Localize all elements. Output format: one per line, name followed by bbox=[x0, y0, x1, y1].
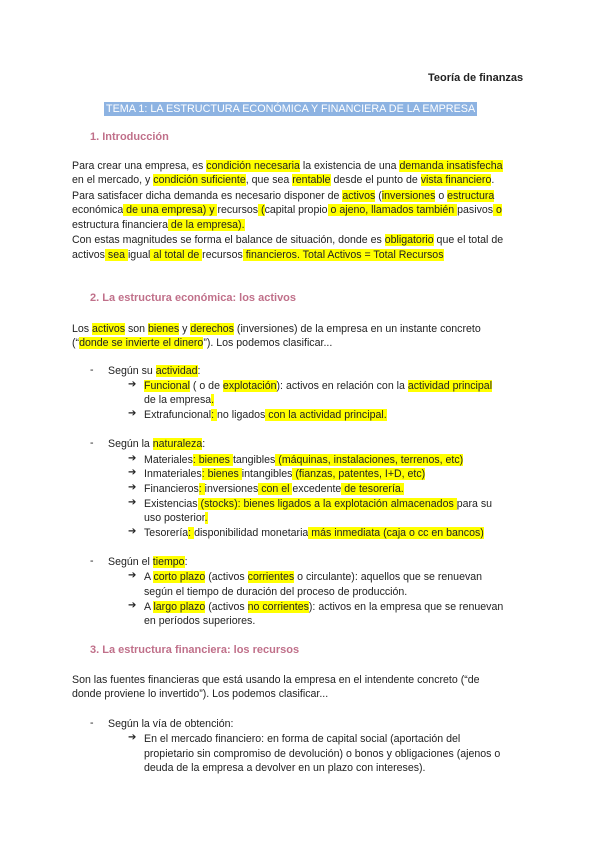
intro-line-3 bbox=[72, 189, 494, 203]
text-segment: ): activos en relación con la bbox=[276, 380, 408, 392]
arrow-bullet-icon: ➔ bbox=[128, 497, 137, 508]
highlighted-term: donde se invierte el dinero bbox=[79, 337, 204, 349]
text-segment: que el total de bbox=[433, 234, 504, 246]
bullet-dash: - bbox=[90, 717, 94, 729]
text-segment: no ligados bbox=[217, 409, 266, 421]
text-segment: : bbox=[197, 365, 201, 377]
highlighted-term: . bbox=[204, 512, 208, 524]
text-segment: o bbox=[435, 190, 448, 202]
arrow-bullet-icon: ➔ bbox=[128, 570, 137, 581]
text-segment: (activos bbox=[205, 601, 248, 613]
intro-line-6 bbox=[72, 233, 503, 247]
highlighted-term: más inmediata (caja o cc en bancos) bbox=[308, 527, 484, 539]
intro-line-2 bbox=[72, 173, 494, 187]
highlighted-term: (máquinas, instalaciones, terrenos, etc) bbox=[275, 454, 464, 466]
intro-line-7 bbox=[72, 248, 444, 262]
text-segment: Los bbox=[72, 323, 93, 335]
text-segment: (“ bbox=[72, 337, 80, 349]
highlighted-term: : bienes bbox=[201, 468, 242, 480]
highlighted-term: derechos bbox=[190, 323, 234, 335]
arrow-bullet-icon: ➔ bbox=[128, 526, 137, 537]
highlighted-term: estructura bbox=[447, 190, 495, 202]
highlighted-term: activos bbox=[92, 323, 126, 335]
section-heading-estructura-economica: 2. La estructura económica: los activos bbox=[90, 292, 297, 304]
eco-intro-line-2 bbox=[72, 336, 332, 350]
naturaleza-item-inmateriales bbox=[144, 467, 425, 481]
highlighted-term: Funcional bbox=[144, 380, 190, 392]
text-segment: ( o de bbox=[189, 380, 223, 392]
text-segment: y bbox=[179, 323, 191, 335]
tiempo-item-largo-plazo bbox=[144, 600, 503, 614]
text-segment: Extrafuncional bbox=[144, 409, 212, 421]
highlighted-term: o bbox=[493, 204, 502, 216]
text-segment: en el mercado, y bbox=[72, 174, 154, 186]
actividad-item-funcional bbox=[144, 379, 492, 393]
bullet-dash: - bbox=[90, 555, 94, 567]
text-segment: ): activos en la empresa que se renuevan bbox=[308, 601, 504, 613]
list-label-tiempo bbox=[108, 555, 188, 569]
text-segment: Según la bbox=[108, 438, 153, 450]
arrow-bullet-icon: ➔ bbox=[128, 379, 137, 390]
text-segment: desde el punto de bbox=[330, 174, 421, 186]
highlighted-term: largo plazo bbox=[153, 601, 206, 613]
text-segment: (inversiones) de la empresa en un instante concreto bbox=[233, 323, 481, 335]
highlighted-term: : bbox=[211, 409, 218, 421]
fin-intro-line-1: Son las fuentes financieras que está usando la empresa en el intendente concreto (“de bbox=[72, 674, 480, 686]
text-segment: Inmateriales bbox=[144, 468, 202, 480]
highlighted-term: corto plazo bbox=[153, 571, 206, 583]
highlighted-term: . bbox=[211, 394, 215, 406]
text-segment: para su bbox=[456, 498, 493, 510]
naturaleza-item-materiales bbox=[144, 453, 463, 467]
via-item-mercado-financiero: En el mercado financiero: en forma de capital social (aportación del bbox=[144, 733, 461, 745]
highlighted-term: actividad bbox=[155, 365, 198, 377]
highlighted-term: (stocks): bienes ligados a la explotación almacenados bbox=[197, 498, 457, 510]
highlighted-term: vista financiero bbox=[420, 174, 492, 186]
highlighted-term: de la empresa). bbox=[167, 219, 245, 231]
text-segment: uso posterior bbox=[144, 512, 205, 524]
text-segment: activos bbox=[72, 249, 105, 261]
highlighted-term: corrientes bbox=[247, 571, 295, 583]
tiempo-item-corto-plazo bbox=[144, 570, 482, 584]
highlighted-term: rentable bbox=[292, 174, 331, 186]
text-segment: Según su bbox=[108, 365, 156, 377]
highlighted-term: sea bbox=[104, 249, 128, 261]
highlighted-term: : bbox=[188, 527, 195, 539]
text-segment: Materiales bbox=[144, 454, 193, 466]
fin-intro-line-2: donde proviene lo invertido”). Los podemos clasificar... bbox=[72, 688, 329, 700]
bullet-dash: - bbox=[90, 364, 94, 376]
via-item-mercado-financiero-cont-2: deuda de la empresa a devolver en un plazo con intereses). bbox=[144, 762, 426, 774]
list-label-naturaleza bbox=[108, 437, 205, 451]
highlighted-term: de una empresa) y bbox=[123, 204, 218, 216]
arrow-bullet-icon: ➔ bbox=[128, 482, 137, 493]
text-segment: son bbox=[125, 323, 148, 335]
intro-line-1 bbox=[72, 159, 503, 173]
text-segment: económica bbox=[72, 204, 124, 216]
actividad-item-funcional-cont bbox=[144, 393, 214, 407]
text-segment: Tesorería bbox=[144, 527, 189, 539]
intro-line-5 bbox=[72, 218, 245, 232]
text-segment: excedente bbox=[292, 483, 342, 495]
highlighted-term: (fianzas, patentes, I+D, etc) bbox=[292, 468, 426, 480]
naturaleza-item-existencias bbox=[144, 497, 492, 511]
arrow-bullet-icon: ➔ bbox=[128, 408, 137, 419]
highlighted-term: inversiones bbox=[381, 190, 436, 202]
section-heading-introduccion: 1. Introducción bbox=[90, 131, 169, 143]
text-segment: Según el bbox=[108, 556, 153, 568]
text-segment: intangibles bbox=[241, 468, 293, 480]
eco-intro-line-1 bbox=[72, 322, 481, 336]
text-segment: ”). Los podemos clasificar... bbox=[203, 337, 333, 349]
text-segment: Para satisfacer dicha demanda es necesario disponer de bbox=[72, 190, 343, 202]
highlighted-term: no corrientes bbox=[247, 601, 309, 613]
highlighted-term: financieros. Total Activos = Total Recursos bbox=[242, 249, 444, 261]
highlighted-term: con la actividad principal. bbox=[265, 409, 387, 421]
highlighted-term: condición necesaria bbox=[206, 160, 300, 172]
highlighted-term: condición suficiente bbox=[153, 174, 246, 186]
text-segment: recursos bbox=[202, 249, 243, 261]
text-segment: pasivos bbox=[457, 204, 494, 216]
text-segment: capital propio bbox=[264, 204, 328, 216]
via-item-mercado-financiero-cont-1: propietario sin compromiso de devolución) o bonos y obligaciones (ajenos o bbox=[144, 748, 501, 760]
list-label-actividad bbox=[108, 364, 200, 378]
text-segment: o circulante): aquellos que se renuevan bbox=[294, 571, 483, 583]
text-segment: A bbox=[144, 571, 154, 583]
text-segment: de la empresa bbox=[144, 394, 212, 406]
text-segment: disponibilidad monetaria bbox=[194, 527, 309, 539]
text-segment: A bbox=[144, 601, 154, 613]
arrow-bullet-icon: ➔ bbox=[128, 467, 137, 478]
highlighted-term: explotación bbox=[222, 380, 277, 392]
highlighted-term: activos bbox=[342, 190, 376, 202]
highlighted-term: : bbox=[198, 483, 205, 495]
highlighted-term: : bienes bbox=[192, 454, 233, 466]
naturaleza-item-financieros bbox=[144, 482, 404, 496]
highlighted-term: o ajeno, llamados también bbox=[327, 204, 458, 216]
highlighted-term: al total de bbox=[150, 249, 203, 261]
text-segment: (activos bbox=[205, 571, 248, 583]
highlighted-term: tiempo bbox=[152, 556, 185, 568]
text-segment: la existencia de una bbox=[299, 160, 400, 172]
tiempo-item-largo-plazo-cont: en períodos superiores. bbox=[144, 615, 256, 627]
highlighted-term: de tesorería. bbox=[341, 483, 404, 495]
highlighted-term: actividad principal bbox=[407, 380, 493, 392]
course-title: Teoría de finanzas bbox=[428, 72, 524, 84]
text-segment: inversiones bbox=[204, 483, 259, 495]
text-segment: . bbox=[491, 174, 495, 186]
arrow-bullet-icon: ➔ bbox=[128, 453, 137, 464]
text-segment: Con estas magnitudes se forma el balance de situación, donde es bbox=[72, 234, 385, 246]
intro-line-4 bbox=[72, 203, 502, 217]
highlighted-term: con el bbox=[258, 483, 293, 495]
highlighted-term: bienes bbox=[147, 323, 180, 335]
document-title: TEMA 1: LA ESTRUCTURA ECONÓMICA Y FINANCIERA DE LA EMPRESA bbox=[106, 103, 476, 115]
highlighted-term: ( bbox=[258, 204, 265, 216]
text-segment: estructura financiera bbox=[72, 219, 168, 231]
highlighted-term: obligatorio bbox=[384, 234, 434, 246]
text-segment: Existencias bbox=[144, 498, 198, 510]
highlighted-term: naturaleza bbox=[152, 438, 203, 450]
text-segment: Financieros bbox=[144, 483, 199, 495]
text-segment: : bbox=[184, 556, 188, 568]
text-segment: : bbox=[202, 438, 206, 450]
actividad-item-extrafuncional bbox=[144, 408, 387, 422]
list-label-via-obtencion: Según la vía de obtención: bbox=[108, 718, 234, 730]
text-segment: ( bbox=[375, 190, 382, 202]
arrow-bullet-icon: ➔ bbox=[128, 732, 137, 743]
section-heading-estructura-financiera: 3. La estructura financiera: los recursos bbox=[90, 644, 300, 656]
text-segment: Para crear una empresa, es bbox=[72, 160, 207, 172]
text-segment: , que sea bbox=[245, 174, 293, 186]
naturaleza-item-tesoreria bbox=[144, 526, 484, 540]
arrow-bullet-icon: ➔ bbox=[128, 600, 137, 611]
tiempo-item-corto-plazo-cont: según el tiempo de duración del proceso de producción. bbox=[144, 586, 408, 598]
naturaleza-item-existencias-cont bbox=[144, 511, 208, 525]
text-segment: tangibles bbox=[232, 454, 276, 466]
text-segment: igual bbox=[127, 249, 151, 261]
bullet-dash: - bbox=[90, 437, 94, 449]
highlighted-term: demanda insatisfecha bbox=[399, 160, 503, 172]
text-segment: recursos bbox=[217, 204, 259, 216]
